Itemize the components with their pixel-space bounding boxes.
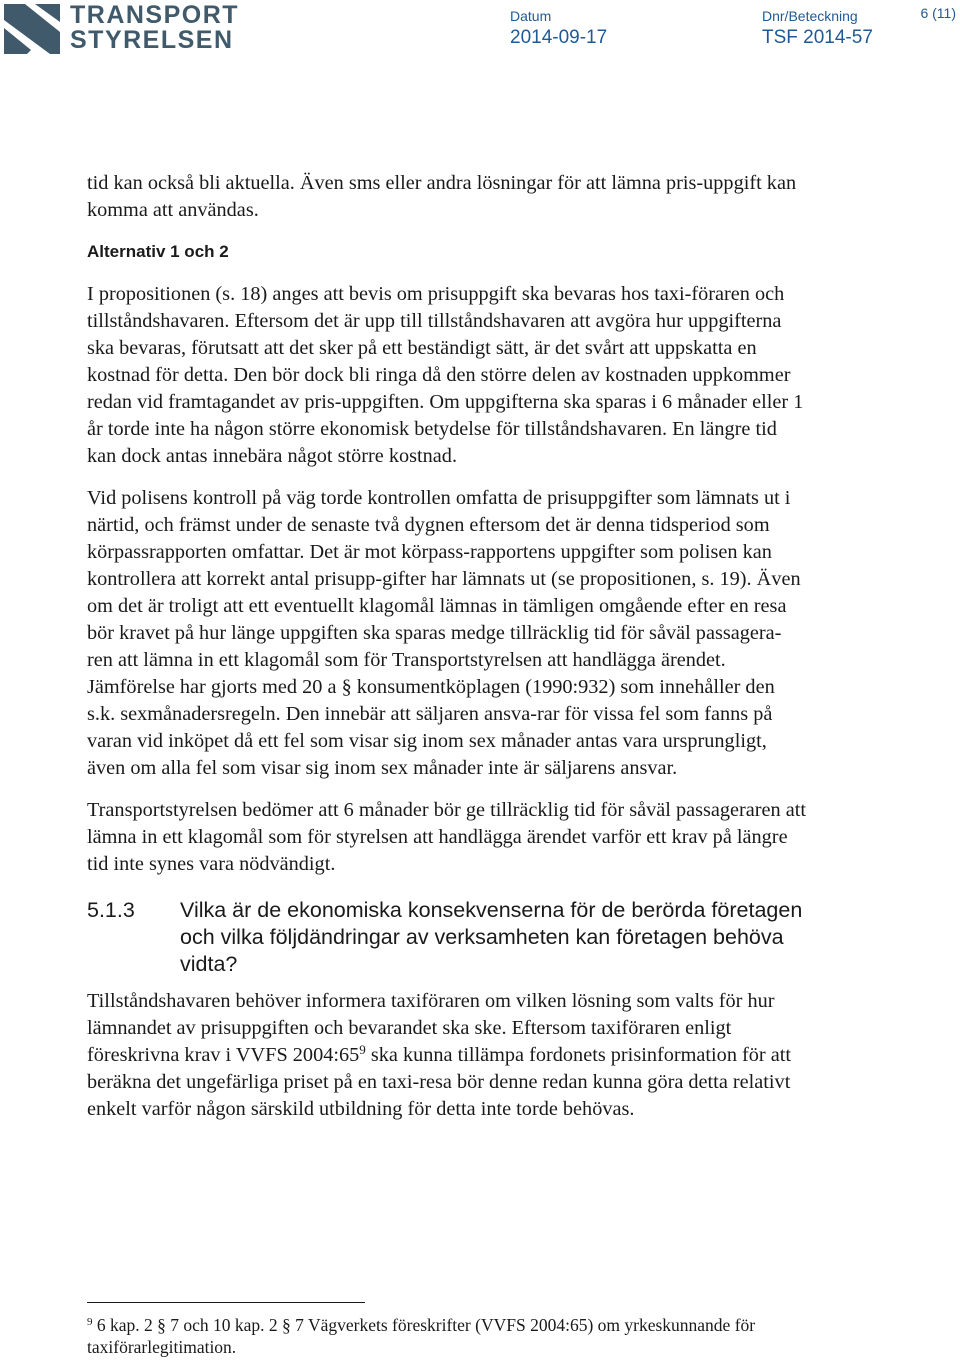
subheading-alternativ: Alternativ 1 och 2 [87,242,229,261]
date-value: 2014-09-17 [510,27,608,48]
date-label: Datum [510,8,552,24]
logo-line-1: TRANSPORT [70,1,240,29]
paragraph-3: Vid polisens kontroll på väg torde kontrollen omfatta de prisuppgifter som lämnats ut i närtid, och främst under de senaste två dygnen eftersom det är denna tidsperiod som körpassrapporten omfattar. Det är mot körpass-rapportens uppgifter som polisen kan kontrollera att korrekt antal prisupp-gifter har lämnats ut (se propositionen, s. 19). Även om det är troligt att ett eventuellt klagomål lämnas in tämligen omgående efter en resa bör kravet på hur länge uppgiften ska sparas medge tillräcklig tid för såväl passagera-ren att lämna in ett klagomål som för Transportstyrelsen att handlägga ärendet. Jämförelse har gjorts med 20 a § konsumentköplagen (1990:932) som innehåller den s.k. sexmånadersregeln. Den innebär att säljaren ansva-rar för vissa fel som fanns på varan vid inköpet då ett fel som visar sig inom sex månader antas vara ursprungligt, även om alla fel som visar sig inom sex månader inte är säljarens ansvar. [87,487,801,779]
paragraph-4: Transportstyrelsen bedömer att 6 månader bör ge tillräcklig tid för såväl passageraren att lämna in ett klagomål som för styrelsen att handlägga ärendet varför ett krav på längre tid inte synes vara nödvändigt. [87,799,807,875]
footnote-reference[interactable]: 9 [359,1042,366,1057]
section-title: Vilka är de ekonomiska konsekvenserna för de berörda företagen och vilka följdändringar av verksamheten kan företagen behöva vidta? [180,898,803,976]
footnote [87,1314,827,1358]
footnote-number: 9 [87,1316,93,1328]
footnote-text: 6 kap. 2 § 7 och 10 kap. 2 § 7 Vägverkets föreskrifter (VVFS 2004:65) om yrkeskunnande för taxiförarlegitimation. [87,1315,756,1357]
document-body [87,170,807,1123]
logo-line-2: STYRELSEN [70,26,234,54]
paragraph-2: I propositionen (s. 18) anges att bevis om prisuppgift ska bevaras hos taxi-föraren och tillståndshavaren. Eftersom det är upp till tillståndshavaren att avgöra hur uppgifterna ska bevaras, förutsatt att det sker på ett beständigt sätt, är det svårt att uppskatta en kostnad för detta. Den bör dock bli ringa då den större delen av kostnaden uppkommer redan vid framtagandet av pris-uppgiften. Om uppgifterna ska sparas i 6 månader eller 1 år torde inte ha någon större ekonomisk betydelse för tillståndshavaren. En längre tid kan dock antas innebära något större kostnad. [87,283,804,467]
logo-mark-icon [4,4,60,54]
reference-label: Dnr/Beteckning [762,8,858,24]
paragraph-5-part-2: ska kunna tillämpa fordonets prisinformation för att beräkna det ungefärliga priset på en taxi-resa bör denne redan kunna göra detta relativt enkelt varför någon särskild utbildning för detta inte torde behövas. [87,1044,792,1120]
footnote-divider [87,1302,365,1303]
transportstyrelsen-logo [4,1,240,55]
paragraph-5-part-1: Tillståndshavaren behöver informera taxiföraren om vilken lösning som valts för hur lämnandet av prisuppgiften och bevarandet ska ske. Eftersom taxiföraren enligt föreskrivna krav i VVFS 2004:65 [87,990,775,1066]
logo-wordmark [70,3,240,53]
paragraph-5 [87,988,807,1123]
section-number: 5.1.3 [87,898,135,922]
page-number: 6 (11) [920,5,956,21]
section-heading [87,897,807,978]
reference-value: TSF 2014-57 [762,27,873,48]
paragraph-1: tid kan också bli aktuella. Även sms eller andra lösningar för att lämna pris-uppgift kan komma att användas. [87,172,797,221]
